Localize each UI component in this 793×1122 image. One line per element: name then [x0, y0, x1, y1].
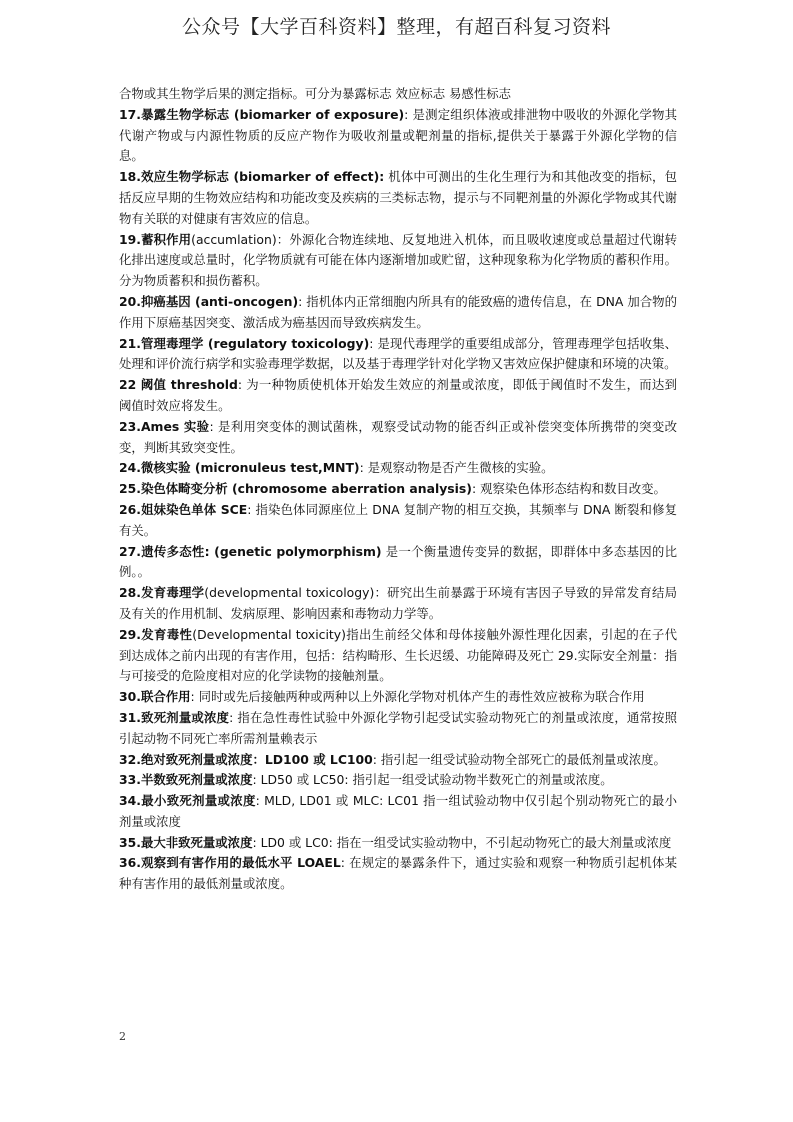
definition-33: 33.半数致死剂量或浓度: LD50 或 LC50: 指引起一组受试验动物半数死亡的剂量或浓度。	[119, 772, 613, 788]
page-header: 公众号【大学百科资料】整理，有超百科复习资料	[181, 16, 611, 38]
definition-31: 31.致死剂量或浓度: 指在急性毒性试验中外源化学物引起受试实验动物死亡的剂量或浓度，通常按照引起动物不同死亡率所需剂量赖表示	[119, 709, 677, 746]
definition-19: 19.蓄积作用(accumlation)：外源化合物连续地、反复地进入机体，而且吸收速度或总量超过代谢转化排出速度或总量时，化学物质就有可能在体内逐渐增加或贮留，这种现象称为化学物质的蓄积作用。分为物质蓄积和损伤蓄积。	[119, 231, 677, 289]
definition-35: 35.最大非致死量或浓度: LD0 或 LC0: 指在一组受试实验动物中，不引起动物死亡的最大剂量或浓度	[119, 834, 672, 850]
definition-23: 23.Ames 实验: 是利用突变体的测试菌株，观察受试动物的能否纠正或补偿突变体所携带的突变改变，判断其致突变性。	[119, 418, 677, 455]
definition-29: 29.发育毒性(Developmental toxicity)指出生前经父体和母体接触外源性理化因素，引起的在子代到达成体之前内出现的有害作用，包括：结构畸形、生长迟缓、功能障碍及死亡 29.实际安全剂量：指与可接受的危险度相对应的化学读物的接触剂量。	[119, 626, 677, 684]
definition-28: 28.发育毒理学(developmental toxicology)：研究出生前暴露于环境有害因子导致的异常发育结局及有关的作用机制、发病原理、影响因素和毒物动力学等。	[119, 585, 678, 621]
document-body	[119, 84, 677, 895]
definition-27: 27.遗传多态性: (genetic polymorphism) 是一个衡量遗传变异的数据，即群体中多态基因的比例。。	[119, 543, 677, 580]
definition-22: 22 阈值 threshold: 为一种物质使机体开始发生效应的剂量或浓度，即低于阈值时不发生，而达到阈值时效应将发生。	[119, 377, 677, 413]
definition-34: 34.最小致死剂量或浓度: MLD, LD01 或 MLC: LC01 指一组试验动物中仅引起个别动物死亡的最小剂量或浓度	[119, 793, 677, 829]
definition-18: 18.效应生物学标志 (biomarker of effect): 机体中可测出的生化生理行为和其他改变的指标，包括反应早期的生物效应结构和功能改变及疾病的三类标志物，提示与不同靶剂量的外源化学物或其代谢物有关联的对健康有害效应的信息。	[119, 169, 677, 226]
definition-17: 17.暴露生物学标志 (biomarker of exposure): 是测定组织体液或排泄物中吸收的外源化学物其代谢产物或与内源性物质的反应产物作为吸收剂量或靶剂量的指标,提供关于暴露于外源化学物的信息。	[119, 106, 677, 164]
page-number: 2	[119, 1030, 126, 1043]
definition-36: 36.观察到有害作用的最低水平 LOAEL: 在规定的暴露条件下，通过实验和观察一种物质引起机体某种有害作用的最低剂量或浓度。	[119, 855, 677, 892]
definition-25: 25.染色体畸变分析 (chromosome aberration analysis): 观察染色体形态结构和数目改变。	[119, 481, 666, 497]
paragraph-continuation: 合物或其生物学后果的测定指标。可分为暴露标志 效应标志 易感性标志	[119, 86, 511, 101]
definition-26: 26.姐妹染色单体 SCE: 指染色体同源座位上 DNA 复制产物的相互交换，其频率与 DNA 断裂和修复有关。	[119, 501, 677, 538]
definition-32: 32.绝对致死剂量或浓度：LD100 或 LC100: 指引起一组受试验动物全部死亡的最低剂量或浓度。	[119, 751, 666, 767]
definition-24: 24.微核实验 (micronuleus test,MNT): 是观察动物是否产生微核的实验。	[119, 460, 554, 476]
definition-21: 21.管理毒理学 (regulatory toxicology): 是现代毒理学的重要组成部分，管理毒理学包括收集、处理和评价流行病学和实验毒理学数据，以及基于毒理学针对化学物又害效应保护健康和环境的决策。	[119, 335, 677, 372]
definition-20: 20.抑癌基因 (anti-oncogen): 指机体内正常细胞内所具有的能致癌的遗传信息，在 DNA 加合物的作用下原癌基因突变、激活成为癌基因而导致疾病发生。	[119, 293, 678, 330]
definition-30: 30.联合作用: 同时或先后接触两种或两种以上外源化学物对机体产生的毒性效应被称为联合作用	[119, 689, 645, 705]
